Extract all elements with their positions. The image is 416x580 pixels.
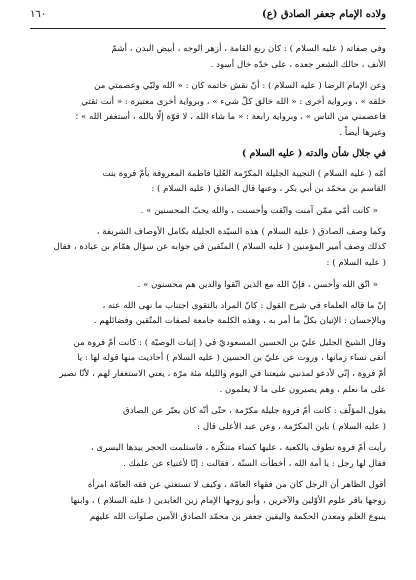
text-line: وفي صفاته ( عليه السلام ) : كان ربع القامة ، أزهر الوجه ، أبيض البدن ، أشمّ: [111, 44, 386, 54]
paragraph: [30, 167, 386, 198]
chapter-title: ولاده الإمام جعفر الصادق (ع): [262, 9, 386, 20]
text-line: أمّه ( عليه السلام ) النجيبة الجليلة المكرّمة العُليا فاطمة المعروفة بأمّ فروة بنت: [102, 168, 386, 179]
text-line: على ما نعلم ، وهم يصبرون على ما لا يعلمون .: [219, 384, 386, 395]
paragraph: [30, 79, 386, 141]
text-line: الأنف ، حالك الشعر جعده ، على خدّه خال أسود .: [210, 59, 386, 70]
text-line: وكما وصف الصادق ( عليه السلام ) هذه السيّدة الجليلة بكامل الأوصاف الشريفة ،: [96, 226, 386, 237]
text-line: أتقى نساء زمانها ، وروت عن عليّ بن الحسين ( عليه السلام ) أحاديث منها قوله لها : يا: [77, 353, 386, 364]
paragraph: [30, 441, 386, 472]
quotation: « كانت أمّي ممّن آمنت واتّقت وأحسنت ، والله يحبّ المحسنين » .: [140, 205, 378, 216]
header-rule: [30, 28, 386, 29]
paragraph: [30, 42, 386, 73]
text-line: وبالإحسان : الإتيان بكلّ ما أمر به ، وهذه الكلمة جامعة لصفات المتّقين وفضائلهم .: [93, 316, 386, 327]
paragraph: [30, 478, 386, 525]
text-line: أمّ فروة ، إنّي لأدعو لمذنبي شيعتنا في اليوم والليلة مئة مرّة ، يعني الاستغفار لهم ، لأنّا نصبر: [59, 368, 386, 379]
paragraph: [30, 299, 386, 330]
text-line: يقول المؤلّف : كانت أمّ فروة جليلة مكرّمة ، حتّى أنّه كان يعبّر عن الصادق: [123, 406, 386, 417]
running-header: [30, 6, 386, 28]
text-line: إنّ ما قاله العلماء في شرح القول : كانّ المراد بالتقوى اجتناب ما نهى الله عنه ،: [102, 300, 386, 311]
quotation: « اتّق الله وأحسن ، فإنّ الله مع الذين اتّقوا والذين هم محسنون » .: [137, 279, 378, 290]
text-line: وغيرها أيضاً .: [339, 127, 386, 138]
text-line: رأيت أمّ فروة تطوف بالكعبة ، عليها كساء متنكّرة ، فاستلمت الحجر بيدها اليسرى ،: [90, 443, 386, 454]
text-line: فاعصمني من الناس » ، وبرواية رابعة : « ما شاء الله ، لا قوّة إلّا بالله ، أستغفر الله » ؛: [75, 112, 386, 123]
text-line: زوجها باقر علوم الأوّلين والآخرين ، وأبو زوجها الإمام زين العابدين ( عليه السلام ) ، وابنها: [70, 496, 386, 507]
paragraph: [30, 225, 386, 272]
text-line: كذلك وصف أمير المؤمنين ( عليه السلام ) المتّقين في جوابه عن سؤال همّام بن عبادة ، فقال: [53, 242, 386, 253]
section-heading: في جلال شأن والدته ( عليه السلام ): [241, 147, 386, 159]
paragraph: [30, 404, 386, 435]
text-line: ( عليه السلام ) :: [326, 257, 386, 268]
page-number: ١٦٠: [30, 9, 47, 20]
text-line: ( عليه السلام ) بابن المكرّمة ، وعن عبد الأعلى قال :: [197, 421, 386, 432]
text-line: خلقه » ، وبرواية أخرى : « الله خالق كلّ شيء » ، وبرواية أخرى معتبرة : « أنت ثقتي: [81, 96, 386, 107]
text-line: أقول الظاهر أن الرجل كان من فقهاء العامّة ، وكيف لا تستغني عن فقه العامّة امرأة: [87, 480, 386, 491]
text-line: القاسم بن محمّد بن أبي بكر ، وعنها قال الصادق ( عليه السلام ) :: [151, 184, 386, 195]
text-line: وقال الشيخ الجليل عليّ بن الحسين المسعوديّ في ( إثبات الوصيّة ) : كانت أمّ فروة من: [73, 337, 386, 348]
paragraph: [30, 336, 386, 398]
text-line: فقال لها رجل : يا أمة الله ، أخطأت السنّة ، فقالت : إنّا لأغنياء عن علمك .: [123, 458, 386, 469]
text-line: وعن الإمام الرضا ( عليه السلام ) : أنّ نقش خاتمه كان : « الله وليّي وعصمتي من: [94, 81, 386, 92]
page-body: [30, 42, 386, 531]
text-line: ينبوع العلم ومعدن الحكمة واليقين جعفر بن محمّد الصادق الأمين صلوات الله عليهم: [89, 511, 386, 522]
